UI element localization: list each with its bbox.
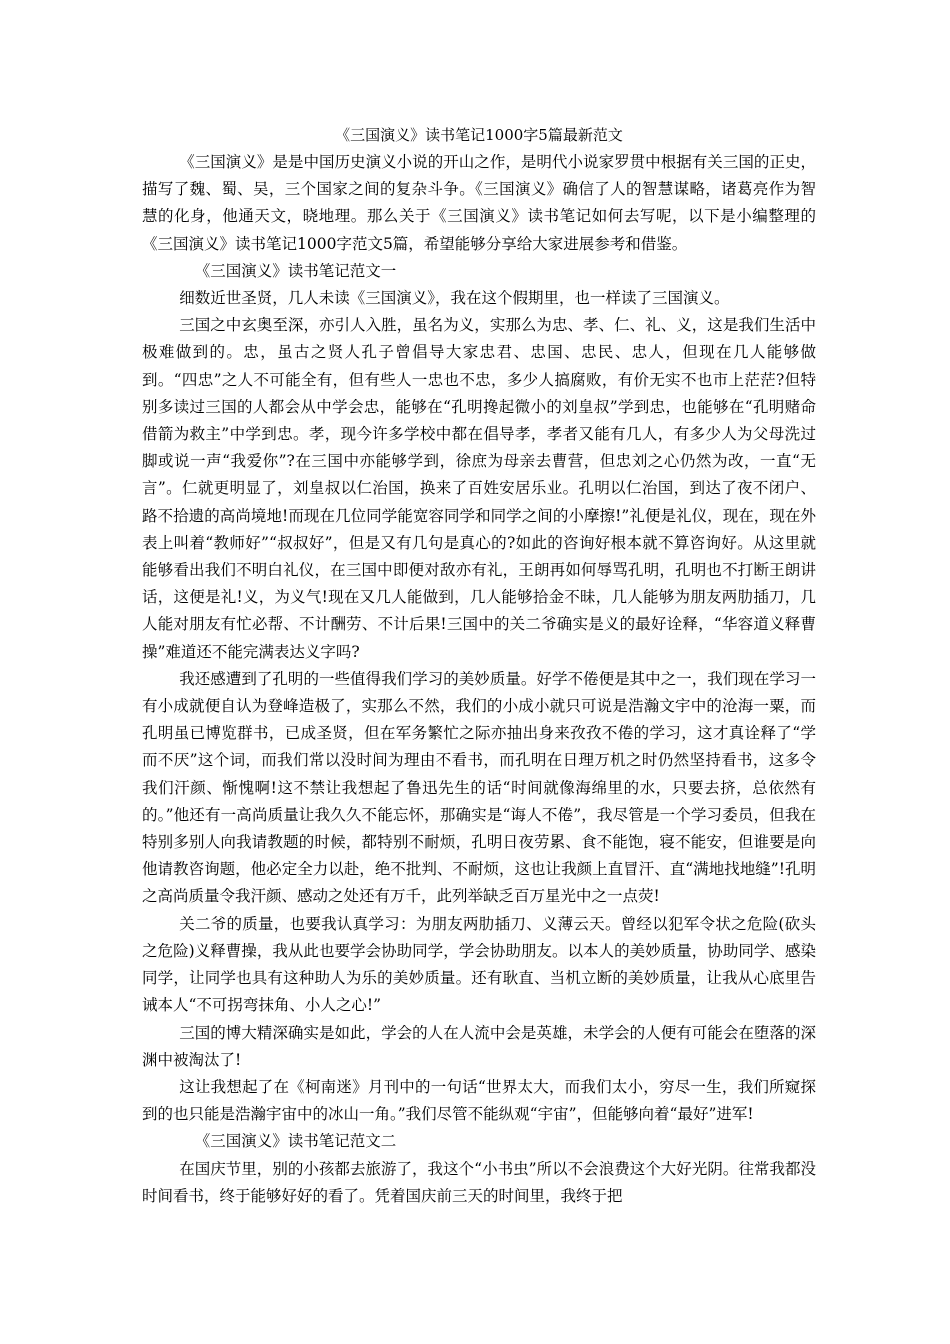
section-heading-two: 《三国演义》读书笔记范文二 <box>194 1132 397 1151</box>
intro-paragraph: 《三国演义》是是中国历史演义小说的开山之作，是明代小说家罗贯中根据有关三国的正史，描写了魏、蜀、吴，三个国家之间的复杂斗争。《三国演义》确信了人的智慧谋略，诸葛亮作为智慧的化身，他通天文，晓地理。那么关于《三国演义》读书笔记如何去写呢，以下是小编整理的《三国演义》读书笔记1000字范文5篇，希望能够分享给大家进展参考和借鉴。 <box>142 153 816 253</box>
paragraph: 三国之中玄奥至深，亦引人入胜，虽名为义，实那么为忠、孝、仁、礼、义，这是我们生活中极难做到的。忠，虽古之贤人孔子曾倡导大家忠君、忠国、忠民、忠人，但现在几人能够做到。“四忠”之人不可能全有，但有些人一忠也不忠，多少人搞腐败，有价无实不也市上茫茫?但特别多读过三国的人都会从中学会忠，能够在“孔明搀起微小的刘皇叔”学到忠，也能够在“孔明赌命借箭为救主”中学到忠。孝，现今许多学校中都在倡导孝，孝者又能有几人，有多少人为父母洗过脚或说一声“我爱你”?在三国中亦能够学到，徐庶为母亲去曹营，但忠刘之心仍然为改，一直“无言”。仁就更明显了，刘皇叔以仁治国，换来了百姓安居乐业。孔明以仁治国，到达了夜不闭户、路不拾遗的高尚境地!而现在几位同学能宽容同学和同学之间的小摩擦!”礼便是礼仪，现在，现在外表上叫着“教师好”“叔叔好”，但是又有几句是真心的?如此的咨询好根本就不算咨询好。从这里就能够看出我们不明白礼仪，在三国中即便对敌亦有礼，王朗再如何辱骂孔明，孔明也不打断王朗讲话，这便是礼!义，为义气!现在又几人能做到，几人能够拾金不昧，几人能够为朋友两肋插刀，几人能对朋友有忙必帮、不计酬劳、不计后果!三国中的关二爷确实是义的最好诠释，“华容道义释曹操”难道还不能完满表达义字吗? <box>142 316 816 661</box>
paragraph: 关二爷的质量，也要我认真学习：为朋友两肋插刀、义薄云天。曾经以犯军令状之危险(砍头之危险)义释曹操，我从此也要学会协助同学，学会协助朋友。以本人的美妙质量，协助同学、感染同学，让同学也具有这种助人为乐的美妙质量。还有耿直、当机立断的美妙质量，让我从心底里告诫本人“不可拐弯抹角、小人之心!” <box>142 914 816 1015</box>
paragraph: 细数近世圣贤，几人未读《三国演义》，我在这个假期里，也一样读了三国演义。 <box>179 289 730 308</box>
section-heading-one: 《三国演义》读书笔记范文一 <box>194 261 397 280</box>
paragraph: 我还感遭到了孔明的一些值得我们学习的美妙质量。好学不倦便是其中之一，我们现在学习一有小成就便自认为登峰造极了，实那么不然，我们的小成小就只可说是浩瀚文宇中的沧海一粟，而孔明虽已博览群书，已成圣贤，但在军务繁忙之际亦抽出身来孜孜不倦的学习，这才真诠释了“学而不厌”这个词，而我们常以没时间为理由不看书，而孔明在日理万机之时仍然坚持看书，这多令我们汗颜、惭愧啊!这不禁让我想起了鲁迅先生的话“时间就像海绵里的水，只要去挤，总依然有的。”他还有一高尚质量让我久久不能忘怀，那确实是“诲人不倦”，我尽管是一个学习委员，但我在特别多别人向我请教题的时候，都特别不耐烦，孔明日夜劳累、食不能饱，寝不能安，但谁要是向他请教咨询题，他必定全力以赴，绝不批判、不耐烦，这也让我颜上直冒汗、直“满地找地缝”!孔明之高尚质量令我汗颜、感动之处还有万千，此列举缺乏百万星光中之一点荧! <box>142 669 816 906</box>
paragraph: 三国的博大精深确实是如此，学会的人在人流中会是英雄，未学会的人便有可能会在堕落的深渊中被淘汰了! <box>142 1023 816 1069</box>
document-page <box>142 122 816 1210</box>
paragraph: 这让我想起了在《柯南迷》月刊中的一句话“世界太大，而我们太小，穷尽一生，我们所窥探到的也只能是浩瀚宇宙中的冰山一角。”我们尽管不能纵观“宇宙”，但能够向着“最好”进军! <box>142 1077 816 1124</box>
paragraph: 在国庆节里，别的小孩都去旅游了，我这个“小书虫”所以不会浪费这个大好光阴。往常我都没时间看书，终于能够好好的看了。凭着国庆前三天的时间里，我终于把 <box>142 1159 816 1205</box>
document-title: 《三国演义》读书笔记1000字5篇最新范文 <box>335 126 623 144</box>
